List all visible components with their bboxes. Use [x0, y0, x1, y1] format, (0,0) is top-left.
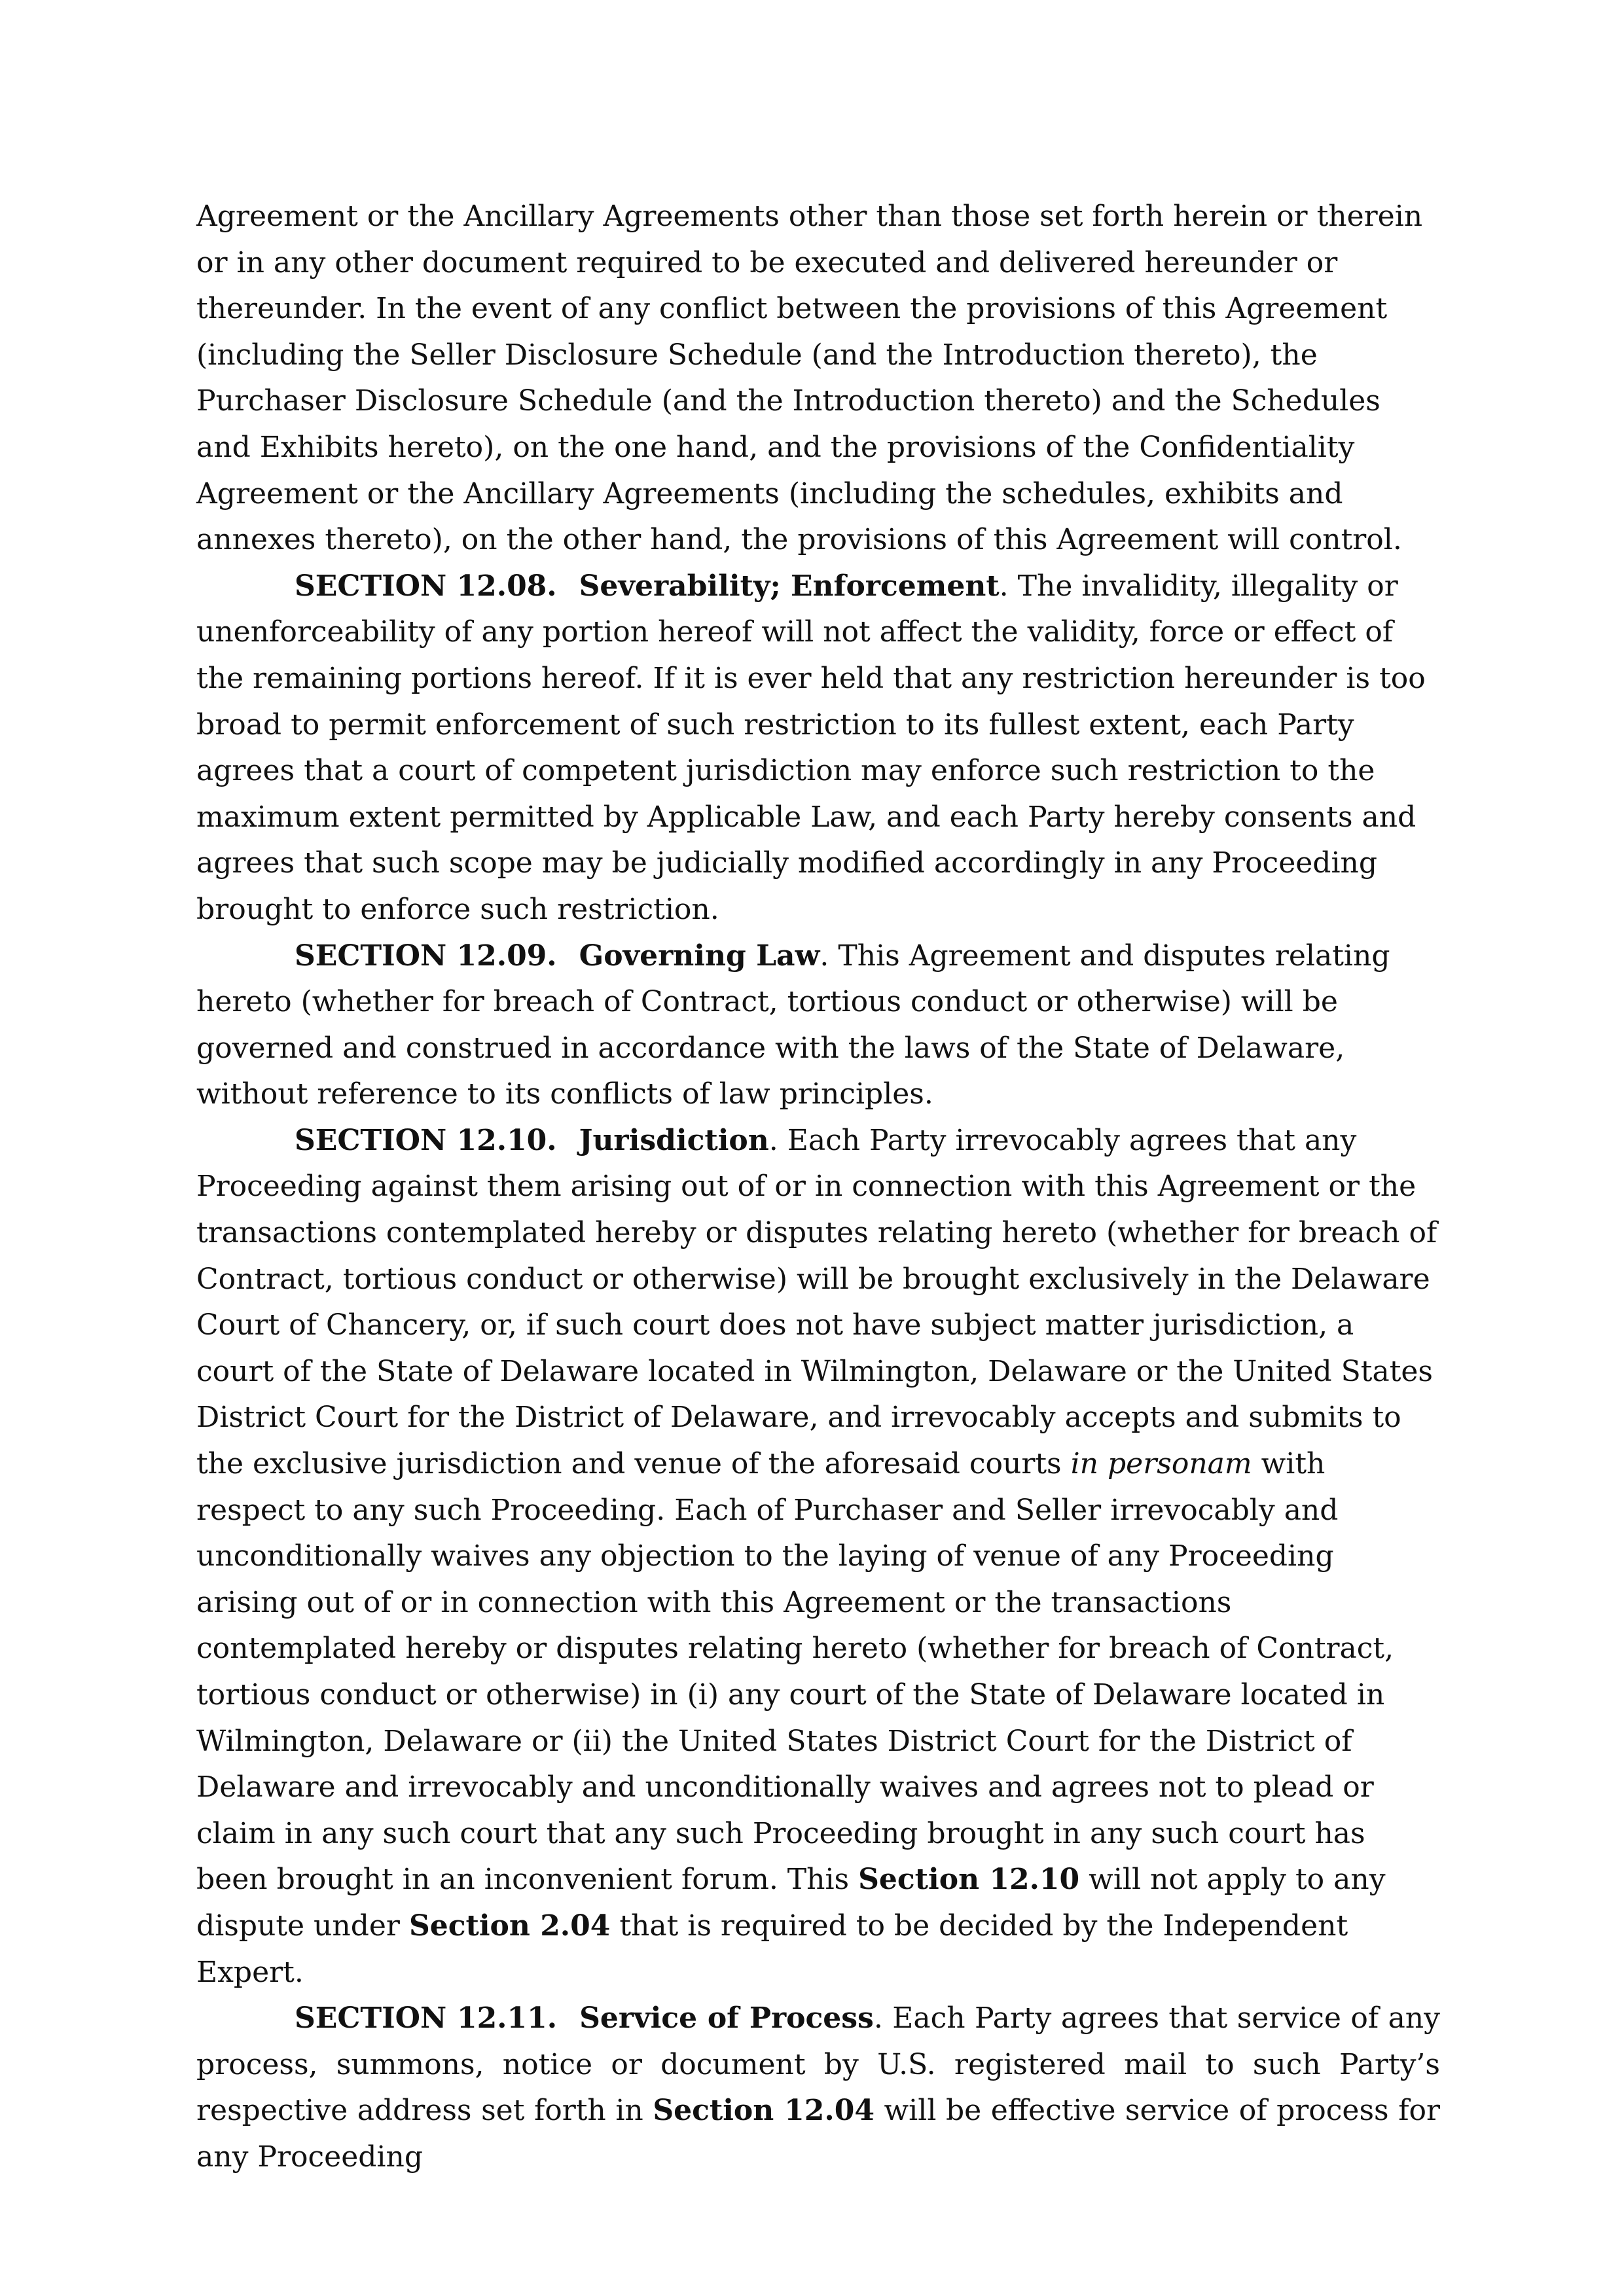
section-title: Governing Law: [579, 939, 820, 973]
section-body: . Each Party agrees that service of any process, summons, notice or document by U.S. registered mail to such Party’s respective address set forth in: [196, 2001, 1440, 2128]
section-title: Jurisdiction: [579, 1123, 769, 1157]
section-number: SECTION 12.09.: [295, 939, 557, 973]
section-body: . Each Party irrevocably agrees that any Proceeding against them arising out of or in connection with this Agreement or the transactions contemplated hereby or disputes relating hereto (whether for breach of Contract, tortious conduct or otherwise) will be brought exclusively in the Delaware Court of Chancery, or, if such court does not have subject matter jurisdiction, a court of the State of Delaware located in Wilmington, Delaware or the United States District Court for the District of Delaware, and irrevocably accepts and submits to the exclusive jurisdiction and venue of the aforesaid courts: [196, 1123, 1437, 1481]
section-reference: Section 12.04: [653, 2094, 875, 2128]
section-body: . The invalidity, illegality or unenforceability of any portion hereof will not affect the validity, force or effect of the remaining portions hereof. If it is ever held that any restriction hereunder is too broad to permit enforcement of such restriction to its fullest extent, each Party agrees that a court of competent jurisdiction may enforce such restriction to the maximum extent permitted by Applicable Law, and each Party hereby consents and agrees that such scope may be judicially modified accordingly in any Proceeding brought to enforce such restriction.: [196, 569, 1426, 926]
section-body: that is required to be decided by the Independent Expert.: [196, 1909, 1348, 1989]
section-number: SECTION 12.11.: [295, 2001, 558, 2036]
section-body: with respect to any such Proceeding. Each of Purchaser and Seller irrevocably and unconditionally waives any objection to the laying of venue of any Proceeding arising out of or in connection with this Agreement or the transactions contemplated hereby or disputes relating hereto (whether for breach of Contract, tortious conduct or otherwise) in (i) any court of the State of Delaware located in Wilmington, Delaware or (ii) the United States District Court for the District of Delaware and irrevocably and unconditionally waives and agrees not to plead or claim in any such court that any such Proceeding brought in any such court has been brought in an inconvenient forum. This: [196, 1447, 1394, 1897]
latin-phrase: in personam: [1070, 1447, 1252, 1481]
continuation-text: Agreement or the Ancillary Agreements other than those set forth herein or therein or in any other document required to be executed and delivered hereunder or thereunder. In the event of any conflict between the provisions of this Agreement (including the Seller Disclosure Schedule (and the Introduction thereto), the Purchaser Disclosure Schedule (and the Introduction thereto) and the Schedules and Exhibits hereto), on the one hand, and the provisions of the Confidentiality Agreement or the Ancillary Agreements (including the schedules, exhibits and annexes thereto), on the other hand, the provisions of this Agreement will control.: [196, 200, 1423, 557]
section-title: Severability; Enforcement: [579, 569, 1000, 603]
section-12-08-paragraph: [196, 564, 1440, 933]
section-12-09-paragraph: [196, 933, 1440, 1118]
section-body: will not apply to any dispute under: [196, 1863, 1386, 1943]
section-title: Service of Process: [579, 2001, 874, 2036]
section-reference: Section 12.10: [858, 1863, 1080, 1897]
section-12-11-paragraph: [196, 1996, 1440, 2180]
section-body: will be effective service of process for any Proceeding: [196, 2094, 1441, 2174]
section-number: SECTION 12.10.: [295, 1123, 557, 1157]
document-page: [196, 194, 1440, 2181]
continuation-paragraph: [196, 194, 1440, 564]
section-number: SECTION 12.08.: [295, 569, 557, 603]
section-body: . This Agreement and disputes relating hereto (whether for breach of Contract, tortious conduct or otherwise) will be governed and construed in accordance with the laws of the State of Delaware, without reference to its conflicts of law principles.: [196, 939, 1390, 1111]
section-12-10-paragraph: [196, 1118, 1440, 1996]
section-reference: Section 2.04: [408, 1909, 611, 1943]
